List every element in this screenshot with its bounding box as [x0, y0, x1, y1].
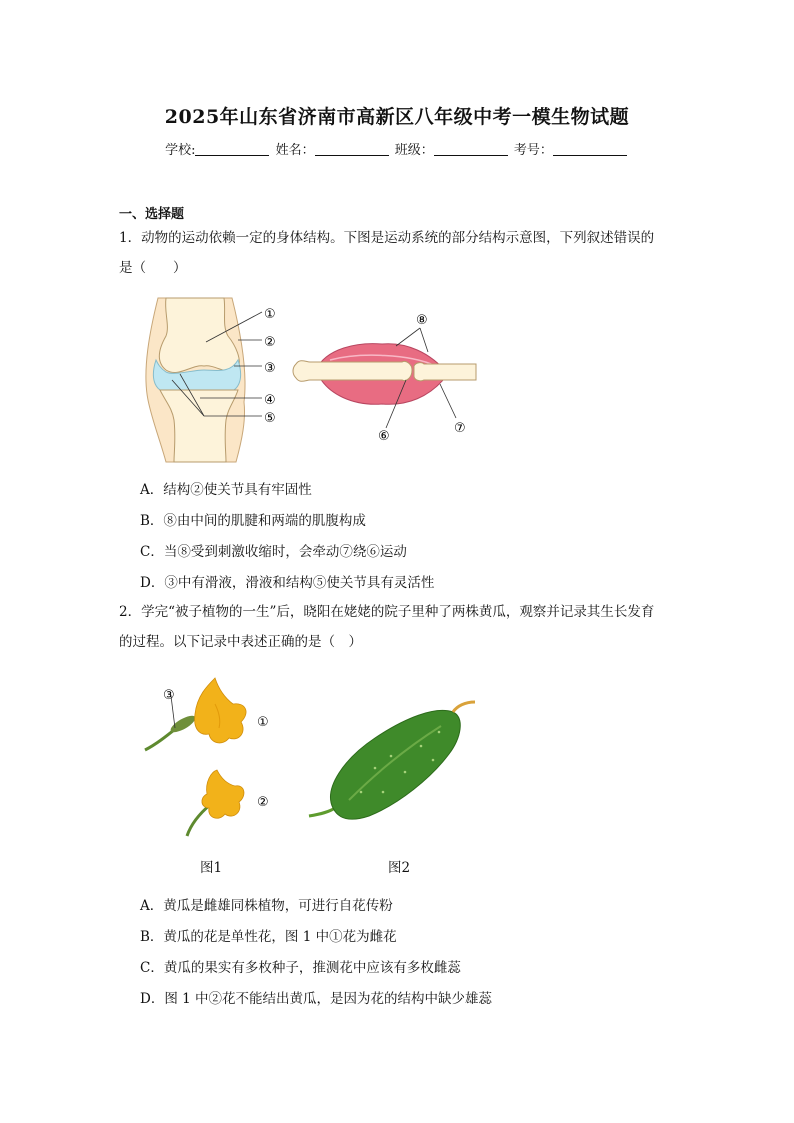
q2-figure-cucumber [135, 668, 495, 846]
joint-diagram [146, 298, 276, 462]
name-label: 姓名： [275, 143, 315, 158]
label-2-male: ② [257, 795, 269, 810]
cucumber-fruit [309, 702, 475, 819]
label-3: ③ [264, 361, 276, 376]
label-2: ② [264, 335, 276, 350]
q2-stem-line2: 的过程。以下记录中表述正确的是（ ） [119, 634, 362, 650]
q2-option-b[interactable]: B．黄瓜的花是单性花，图 1 中①花为雌花 [140, 929, 397, 945]
muscle-bone-diagram [293, 313, 476, 444]
male-flower [187, 770, 269, 836]
label-6: ⑥ [378, 429, 390, 444]
exam-no-label: 考号： [513, 143, 553, 158]
exam-no-blank[interactable] [553, 143, 627, 156]
q2-option-c[interactable]: C．黄瓜的果实有多枚种子，推测花中应该有多枚雌蕊 [140, 960, 461, 976]
q1-option-c[interactable]: C．当⑧受到刺激收缩时，会牵动⑦绕⑥运动 [140, 544, 407, 560]
q1-option-d[interactable]: D．③中有滑液，滑液和结构⑤使关节具有灵活性 [140, 575, 435, 591]
q2-option-a[interactable]: A．黄瓜是雌雄同株植物，可进行自花传粉 [140, 898, 393, 914]
page-title: 2025年山东省济南市高新区八年级中考一模生物试题 [164, 106, 630, 128]
name-blank[interactable] [315, 143, 389, 156]
q1-stem-line1: 1．动物的运动依赖一定的身体结构。下图是运动系统的部分结构示意图，下列叙述错误的 [119, 230, 655, 246]
label-5: ⑤ [264, 411, 276, 426]
student-info-line [0, 139, 794, 158]
label-7: ⑦ [454, 421, 466, 436]
fig2-caption: 图2 [388, 860, 411, 876]
label-1-female: ① [257, 715, 269, 730]
label-1: ① [264, 307, 276, 322]
q1-option-a[interactable]: A．结构②使关节具有牢固性 [140, 482, 312, 498]
fig1-caption: 图1 [200, 860, 223, 876]
q1-figure-motion-system [130, 290, 490, 468]
q1-stem-line2: 是（ ） [119, 260, 187, 276]
q2-option-d[interactable]: D．图 1 中②花不能结出黄瓜，是因为花的结构中缺少雄蕊 [140, 991, 492, 1007]
class-blank[interactable] [434, 143, 508, 156]
school-label: 学校: [165, 143, 196, 158]
label-8: ⑧ [416, 313, 428, 328]
label-3-ovary: ③ [163, 688, 175, 703]
q2-stem-line1: 2．学完“被子植物的一生”后，晓阳在姥姥的院子里种了两株黄瓜，观察并记录其生长发育 [119, 604, 655, 620]
label-4: ④ [264, 393, 276, 408]
school-blank[interactable] [195, 143, 269, 156]
female-flower [145, 678, 269, 750]
q1-option-b[interactable]: B．⑧由中间的肌腱和两端的肌腹构成 [140, 513, 366, 529]
class-label: 班级： [394, 143, 434, 158]
section-heading: 一、选择题 [119, 207, 185, 222]
